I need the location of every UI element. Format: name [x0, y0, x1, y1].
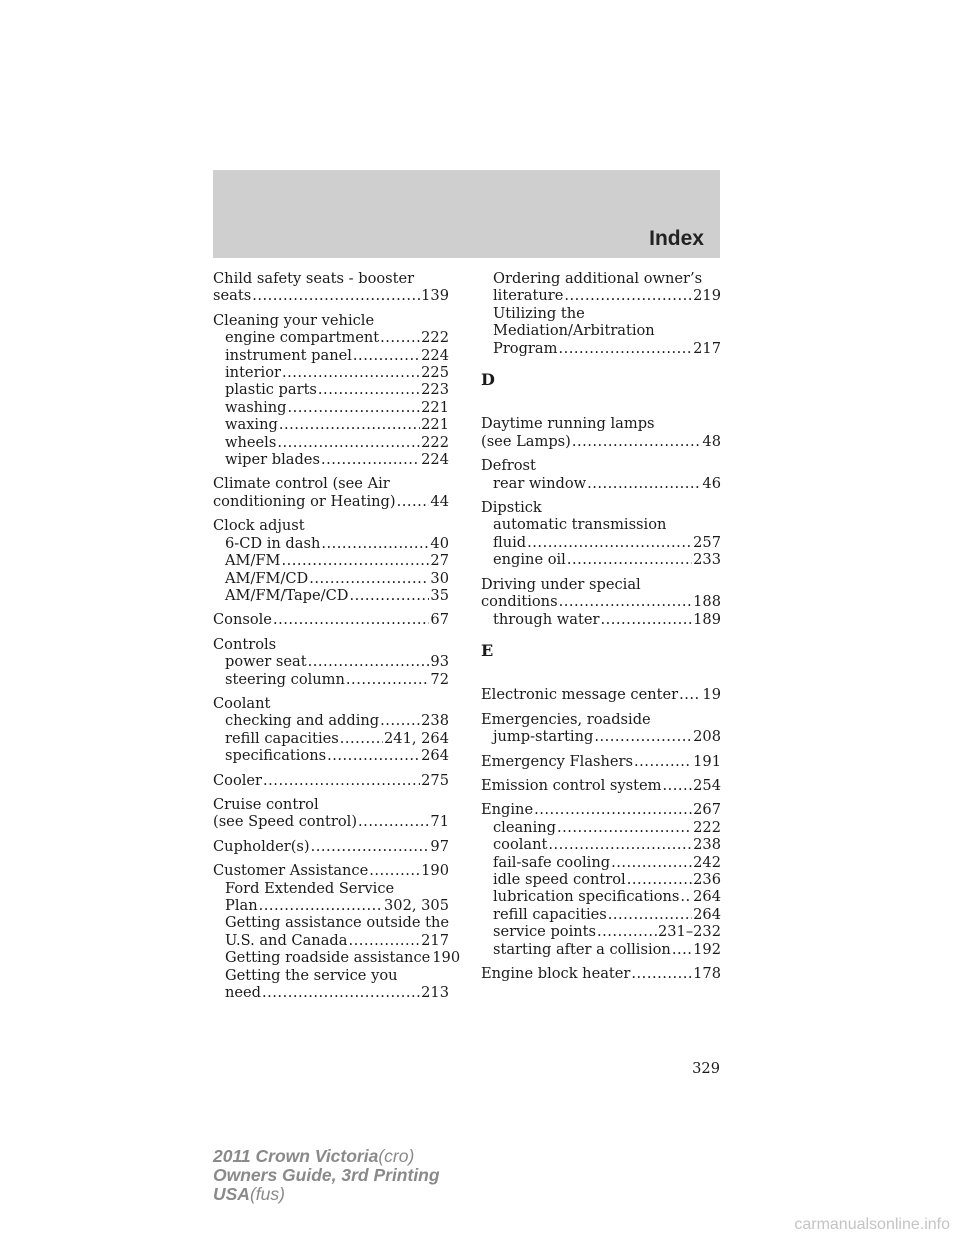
index-entry-line: [481, 965, 721, 982]
dot-leader: [321, 451, 420, 468]
entry-text: seats: [213, 287, 252, 305]
entry-text: fail-safe cooling: [493, 853, 611, 871]
dot-leader: [346, 671, 430, 688]
dot-leader: [321, 535, 429, 552]
index-entry-line: [481, 777, 721, 794]
entry-text: Getting the service you: [225, 966, 398, 984]
dot-leader: [259, 897, 383, 914]
index-entry: [481, 499, 721, 569]
entry-text: power seat: [225, 653, 307, 671]
index-entry-line: [213, 611, 449, 628]
index-subentry: [213, 587, 449, 604]
dot-leader: [380, 712, 420, 729]
page-ref: 264: [693, 905, 721, 923]
page-ref: 267: [693, 801, 721, 819]
index-subentry: [481, 728, 721, 745]
dot-leader: [327, 747, 420, 764]
footer-market: USA: [213, 1184, 250, 1204]
index-subentry: [213, 570, 449, 587]
entry-text: waxing: [225, 416, 278, 434]
page-ref: 35: [430, 586, 449, 604]
entry-text: lubrication specifications: [493, 888, 680, 906]
entry-text: idle speed control: [493, 870, 626, 888]
page-ref: 225: [421, 364, 449, 382]
index-subentry: [213, 451, 449, 468]
index-entry: [213, 270, 449, 305]
index-entry: [213, 517, 449, 604]
entry-text: need: [225, 984, 262, 1002]
page-ref: 190: [421, 862, 449, 880]
index-column-left: [213, 270, 461, 1008]
index-subentry: [481, 836, 721, 853]
entry-text: Cleaning your vehicle: [213, 311, 375, 329]
page-ref: 224: [421, 346, 449, 364]
index-subentry: [213, 434, 449, 451]
page-ref: 238: [693, 836, 721, 854]
dot-leader: [369, 862, 420, 879]
index-subentry: [481, 305, 721, 322]
index-entry-line: [481, 415, 721, 432]
page-ref: 44: [430, 492, 449, 510]
dot-leader: [611, 854, 692, 871]
page-ref: 191: [693, 752, 721, 770]
index-entry-line: [213, 636, 449, 653]
index-entry-line: [213, 695, 449, 712]
page-ref: 72: [430, 670, 449, 688]
entry-text: Ford Extended Service: [225, 879, 395, 897]
dot-leader: [557, 819, 692, 836]
dot-leader: [548, 836, 692, 853]
index-subentry: [481, 475, 721, 492]
index-subentry: [481, 819, 721, 836]
page-ref: 40: [430, 534, 449, 552]
page-ref: 221: [421, 416, 449, 434]
page-ref: 46: [702, 474, 721, 492]
dot-leader: [594, 728, 692, 745]
entry-text: instrument panel: [225, 346, 352, 364]
dot-leader: [288, 399, 421, 416]
entry-text: Electronic message center: [481, 686, 679, 704]
entry-text: Clock adjust: [213, 517, 305, 535]
entry-text: steering column: [225, 670, 345, 688]
page-ref: 275: [421, 771, 449, 789]
entry-text: conditioning or Heating): [213, 492, 396, 510]
entry-text: Driving under special: [481, 575, 641, 593]
entry-text: refill capacities: [493, 905, 607, 923]
index-letter-heading: D: [481, 370, 495, 390]
page-ref: 236: [693, 870, 721, 888]
page-ref: 217: [693, 339, 721, 357]
entry-text: rear window: [493, 474, 587, 492]
entry-text: Daytime running lamps: [481, 415, 655, 433]
index-subentry: [481, 340, 721, 357]
dot-leader: [662, 777, 692, 794]
entry-text: AM/FM/CD: [225, 569, 309, 587]
dot-leader: [634, 753, 692, 770]
index-letter-heading: E: [481, 640, 494, 660]
entry-text: refill capacities: [225, 729, 339, 747]
entry-text: fluid: [493, 533, 527, 551]
index-subentry: [213, 347, 449, 364]
entry-text: Console: [213, 611, 272, 629]
index-subentry: [213, 535, 449, 552]
watermark: carmanualsonline.info: [794, 1216, 950, 1233]
entry-text: Program: [493, 339, 558, 357]
page-ref: 139: [421, 287, 449, 305]
index-entry-line: [213, 270, 449, 287]
footer-model-code: (cro): [378, 1146, 415, 1166]
index-entry: [481, 686, 721, 703]
dot-leader: [572, 433, 702, 450]
page-ref: 213: [421, 984, 449, 1002]
entry-text: Mediation/Arbitration: [493, 322, 655, 340]
index-entry-line: [213, 517, 449, 534]
page-ref: 192: [693, 940, 721, 958]
entry-text: Utilizing the: [493, 304, 585, 322]
entry-text: Cupholder(s): [213, 837, 310, 855]
index-subentry: [213, 747, 449, 764]
index-subentry: [213, 880, 449, 897]
index-subentry: [481, 906, 721, 923]
page-ref: 19: [702, 686, 721, 704]
dot-leader: [340, 730, 383, 747]
index-entry-line: [481, 433, 721, 450]
footer-print-info: [213, 1147, 440, 1204]
index-entry-line: [481, 457, 721, 474]
entry-text: specifications: [225, 747, 327, 765]
page-ref: 188: [693, 593, 721, 611]
entry-text: Customer Assistance: [213, 862, 369, 880]
index-entry-line: [213, 772, 449, 789]
page-ref: 190: [432, 949, 461, 967]
page-ref: 222: [693, 818, 721, 836]
entry-text: coolant: [493, 836, 548, 854]
index-subentry: [213, 653, 449, 670]
dot-leader: [679, 686, 701, 703]
dot-leader: [262, 984, 420, 1001]
entry-text: Getting roadside assistance: [225, 949, 431, 967]
dot-leader: [282, 364, 420, 381]
index-entry-line: [481, 499, 721, 516]
index-entry: [213, 838, 449, 855]
index-subentry: [481, 923, 721, 940]
entry-text: cleaning: [493, 818, 556, 836]
dot-leader: [279, 416, 420, 433]
page-ref: 71: [430, 813, 449, 831]
entry-text: checking and adding: [225, 712, 380, 730]
index-subentry: [481, 888, 721, 905]
index-entry: [481, 457, 721, 492]
footer-edition: Owners Guide, 3rd Printing: [213, 1165, 440, 1185]
index-entry: [481, 801, 721, 958]
entry-text: Emergencies, roadside: [481, 710, 651, 728]
dot-leader: [564, 287, 692, 304]
index-entry-line: [213, 796, 449, 813]
entry-text: engine oil: [493, 551, 566, 569]
dot-leader: [348, 932, 420, 949]
entry-text: AM/FM: [225, 552, 281, 570]
index-entry: [481, 965, 721, 982]
index-entry-line: [213, 493, 449, 510]
entry-text: wheels: [225, 433, 277, 451]
index-entry: [213, 475, 449, 510]
dot-leader: [534, 801, 692, 818]
entry-text: interior: [225, 364, 281, 382]
page-ref: 224: [421, 451, 449, 469]
dot-leader: [631, 965, 692, 982]
entry-text: Child safety seats - booster: [213, 270, 415, 287]
entry-text: U.S. and Canada: [225, 931, 348, 949]
entry-text: Defrost: [481, 457, 536, 475]
index-entry-line: [481, 593, 721, 610]
index-entry: [481, 777, 721, 794]
entry-text: AM/FM/Tape/CD: [225, 586, 349, 604]
page-ref: 217: [421, 931, 449, 949]
page-ref: 27: [430, 552, 449, 570]
entry-text: Dipstick: [481, 499, 542, 517]
dot-leader: [672, 941, 692, 958]
index-subentry: [213, 897, 449, 914]
index-subentry: [213, 671, 449, 688]
index-subentry: [481, 551, 721, 568]
index-entry-line: [481, 711, 721, 728]
dot-leader: [627, 871, 692, 888]
page-ref: 238: [421, 712, 449, 730]
index-subentry: [213, 914, 449, 931]
index-subentry: [213, 949, 461, 967]
index-subentry: [481, 287, 721, 304]
index-subentry: [481, 611, 721, 628]
index-subentry: [213, 364, 449, 381]
index-subentry: [213, 552, 449, 569]
entry-text: Cooler: [213, 771, 263, 789]
index-entry: [481, 576, 721, 628]
footer-market-code: (fus): [249, 1184, 285, 1204]
page-ref: 242: [693, 853, 721, 871]
entry-text: Cruise control: [213, 795, 319, 813]
index-subentry: [213, 416, 449, 433]
index-subentry: [213, 712, 449, 729]
index-entry-line: [213, 813, 449, 830]
dot-leader: [263, 772, 420, 789]
index-subentry: [213, 932, 449, 949]
index-subentry: [481, 871, 721, 888]
page-ref: 48: [702, 432, 721, 450]
index-subentry: [481, 941, 721, 958]
dot-leader: [600, 611, 692, 628]
dot-leader: [358, 813, 429, 830]
index-entry-line: [213, 862, 449, 879]
entry-text: literature: [493, 287, 564, 305]
index-entry-line: [213, 287, 449, 304]
index-entry-line: [481, 801, 721, 818]
index-entry-line: [481, 576, 721, 593]
index-subentry: [481, 854, 721, 871]
page-ref: 264: [421, 747, 449, 765]
entry-text: service points: [493, 923, 597, 941]
entry-text: Climate control (see Air: [213, 475, 390, 493]
index-entry: [213, 862, 461, 1002]
page-ref: 302, 305: [384, 897, 449, 914]
section-header-band: [213, 170, 720, 258]
index-subentry: [481, 270, 721, 287]
index-subentry: [481, 534, 721, 551]
entry-text: engine compartment: [225, 329, 380, 347]
index-entry: [213, 611, 449, 628]
index-entry: [481, 415, 721, 450]
index-subentry: [213, 967, 449, 984]
index-subentry: [213, 329, 449, 346]
entry-text: plastic parts: [225, 381, 317, 399]
dot-leader: [597, 923, 657, 940]
page-ref: 208: [693, 728, 721, 746]
section-title: Index: [649, 227, 704, 250]
entry-text: conditions: [481, 593, 558, 611]
entry-text: automatic transmission: [493, 516, 667, 534]
dot-leader: [309, 570, 429, 587]
dot-leader: [353, 347, 420, 364]
entry-text: Engine block heater: [481, 965, 631, 982]
dot-leader: [397, 493, 430, 510]
entry-text: Engine: [481, 801, 534, 819]
entry-text: Plan: [225, 897, 258, 914]
page-ref: 189: [693, 610, 721, 628]
entry-text: (see Lamps): [481, 432, 571, 450]
index-entry: [213, 636, 449, 688]
index-entry: [213, 796, 449, 831]
page-ref: 264: [693, 888, 721, 906]
page-ref: 178: [693, 965, 721, 982]
entry-text: jump-starting: [493, 728, 594, 746]
dot-leader: [608, 906, 692, 923]
entry-text: Controls: [213, 635, 277, 653]
dot-leader: [380, 329, 420, 346]
index-entry-line: [213, 838, 449, 855]
dot-leader: [281, 552, 429, 569]
entry-text: 6-CD in dash: [225, 534, 321, 552]
index-subentry: [213, 381, 449, 398]
page-ref: 93: [430, 653, 449, 671]
page-ref: 254: [693, 776, 721, 794]
dot-leader: [680, 888, 692, 905]
dot-leader: [252, 287, 420, 304]
index-entry: [481, 270, 721, 357]
page-ref: 233: [693, 551, 721, 569]
page-ref: 257: [693, 533, 721, 551]
index-subentry: [481, 322, 721, 339]
page-ref: 223: [421, 381, 449, 399]
index-entry: [481, 753, 721, 770]
entry-text: Emission control system: [481, 776, 662, 794]
entry-text: starting after a collision: [493, 940, 671, 958]
dot-leader: [308, 653, 430, 670]
dot-leader: [318, 381, 420, 398]
index-entry: [213, 312, 449, 469]
entry-text: (see Speed control): [213, 813, 358, 831]
dot-leader: [273, 611, 429, 628]
entry-text: wiper blades: [225, 451, 320, 469]
index-entry-line: [481, 753, 721, 770]
dot-leader: [558, 340, 692, 357]
entry-text: Ordering additional owner’s: [493, 270, 703, 287]
index-subentry: [481, 516, 721, 533]
index-entry: [481, 711, 721, 746]
page-ref: 30: [430, 569, 449, 587]
index-subentry: [213, 399, 449, 416]
page-ref: 97: [430, 837, 449, 855]
index-column-right: [481, 270, 721, 989]
index-entry-line: [481, 686, 721, 703]
dot-leader: [527, 534, 692, 551]
entry-text: Getting assistance outside the: [225, 914, 450, 932]
index-subentry: [213, 984, 449, 1001]
entry-text: Coolant: [213, 694, 271, 712]
dot-leader: [567, 551, 692, 568]
page-ref: 221: [421, 398, 449, 416]
dot-leader: [587, 475, 701, 492]
page-ref: 67: [430, 611, 449, 629]
page-ref: 222: [421, 433, 449, 451]
index-subentry: [213, 730, 449, 747]
page-ref: 231–232: [657, 923, 721, 941]
index-entry-line: [213, 312, 449, 329]
dot-leader: [559, 593, 693, 610]
entry-text: Emergency Flashers: [481, 752, 634, 770]
dot-leader: [311, 838, 430, 855]
footer-model: 2011 Crown Victoria: [213, 1146, 379, 1166]
index-entry: [213, 695, 449, 765]
page-number: 329: [692, 1060, 720, 1077]
index-entry-line: [213, 475, 449, 492]
page-ref: 241, 264: [384, 729, 449, 747]
entry-text: washing: [225, 398, 287, 416]
page-ref: 222: [421, 329, 449, 347]
entry-text: through water: [493, 610, 600, 628]
page-ref: 219: [693, 287, 721, 305]
dot-leader: [277, 434, 420, 451]
index-entry: [213, 772, 449, 789]
dot-leader: [349, 587, 429, 604]
